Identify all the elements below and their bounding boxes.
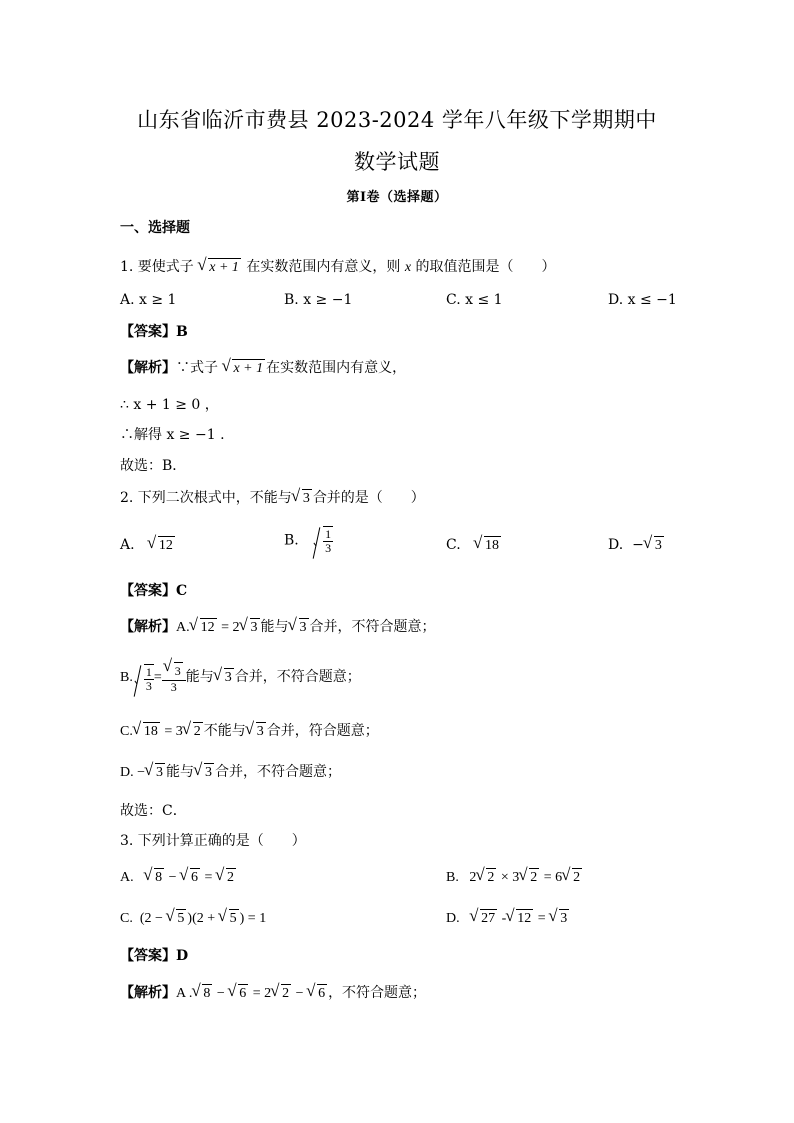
q2-option-a: A. √ 12 (120, 535, 176, 556)
q1-answer: 【答案】B (120, 324, 188, 340)
q2-analysis-c: C.√ 18 = 3√ 2 不能与√ 3 合并，符合题意； (120, 722, 379, 742)
question-2-stem: 2. 下列二次根式中，不能与√ 3 合并的是（ ） (120, 488, 425, 509)
q2-analysis-a: 【解析】A.√ 12 = 2√ 3 能与√ 3 合并，不符合题意； (120, 618, 436, 638)
volume-heading: 第Ⅰ卷（选择题） (346, 190, 448, 205)
sqrt-expression: √ 3 (292, 489, 312, 509)
q2-analysis-b: B. $\frac{1}{3}$ = √ $\frac{3}{3}$ 能与√ 3 合并，不符合题意； (120, 662, 361, 694)
q2-choose: 故选：C． (120, 803, 187, 819)
q1-option-b: B. x ≥ −1 (284, 292, 353, 308)
sqrt-expression: √ x + 1 (222, 359, 265, 379)
q3-option-b: B. 2√ 2 × 3√ 2 = 6√ 2 (446, 868, 583, 888)
q1-choose: 故选：B． (120, 458, 187, 474)
q2-analysis-d: D. −√ 3 能与√ 3 合并，不符合题意； (120, 763, 341, 783)
q2-option-c: C. √ 18 (446, 535, 502, 556)
page-title: 山东省临沂市费县 2023-2024 学年八年级下学期期中 (137, 108, 657, 132)
question-1-stem: 1. 要使式子 √ x + 1 在实数范围内有意义，则 x 的取值范围是（ ） (120, 257, 556, 278)
q3-analysis: 【解析】A .√ 8 − √ 6 = 2√ 2 − √ 6 ，不符合题意； (120, 984, 426, 1004)
sqrt-expression: √ x + 1 (198, 258, 241, 278)
q1-analysis: 【解析】∵式子 √ x + 1 在实数范围内有意义， (120, 358, 406, 379)
question-3-stem: 3. 下列计算正确的是（ ） (120, 833, 306, 849)
page-subtitle: 数学试题 (354, 150, 440, 174)
q1-analysis-step-2: ∴解得 x ≥ −1 . (120, 427, 225, 443)
q2-option-b: B. $\frac{1}{3}$ (284, 527, 332, 555)
q3-option-c: C. (2 − √ 5 )(2 + √ 5 ) = 1 (120, 909, 266, 929)
q2-answer: 【答案】C (120, 583, 188, 599)
q1-option-d: D. x ≤ −1 (608, 292, 677, 308)
section-heading: 一、选择题 (120, 220, 190, 236)
q3-answer: 【答案】D (120, 948, 189, 964)
q3-option-d: D. √ 27 -√ 12 = √ 3 (446, 909, 570, 929)
q3-option-a: A. √ 8 − √ 6 = √ 2 (120, 868, 237, 888)
q1-analysis-step-1: ∴ x + 1 ≥ 0 ， (120, 397, 219, 413)
q1-option-a: A. x ≥ 1 (120, 292, 177, 308)
q1-option-c: C. x ≤ 1 (446, 292, 503, 308)
q2-option-d: D. −√ 3 (608, 535, 665, 556)
